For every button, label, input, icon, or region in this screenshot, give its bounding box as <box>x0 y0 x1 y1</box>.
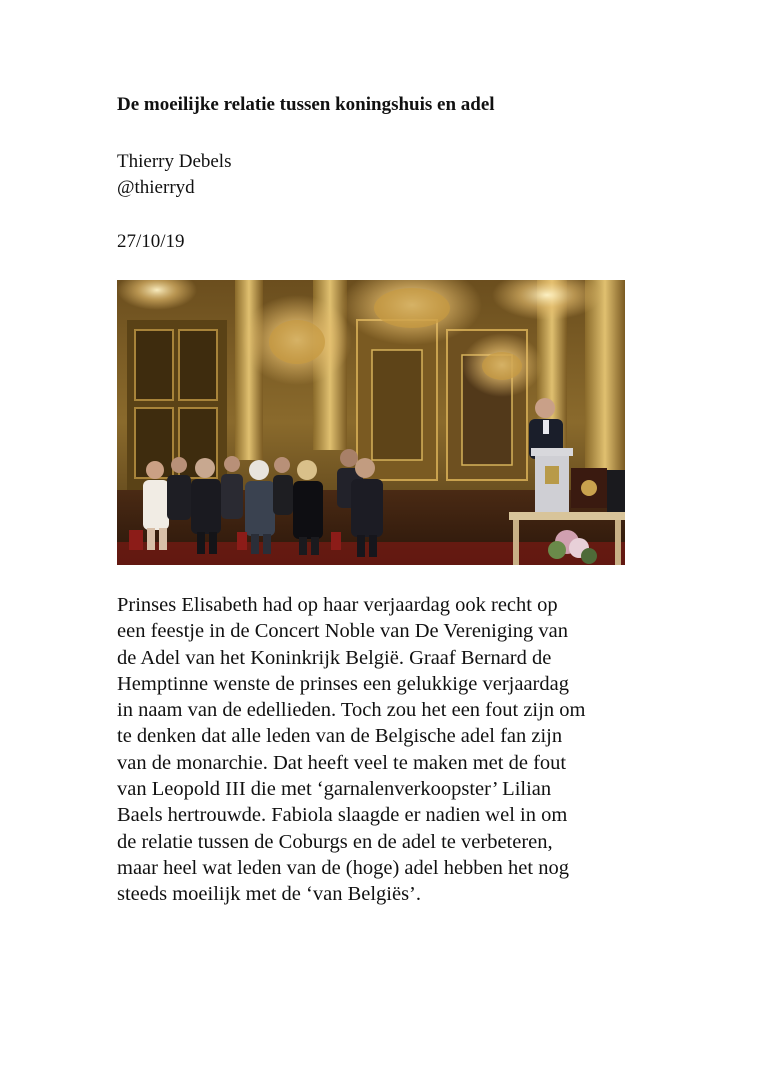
article-date: 27/10/19 <box>117 231 185 252</box>
body-line: in naam van de edellieden. Toch zou het een fout zijn om <box>117 699 586 722</box>
author-block <box>117 149 231 201</box>
body-line: van Leopold III die met ‘garnalenverkoopster’ Lilian <box>117 778 552 801</box>
article-title: De moeilijke relatie tussen koningshuis en adel <box>117 94 495 115</box>
author-name: Thierry Debels <box>117 151 232 172</box>
body-line: een feestje in de Concert Noble van De Vereniging van <box>117 620 569 643</box>
body-line: van de monarchie. Dat heeft veel te maken met de fout <box>117 751 567 774</box>
body-line: Baels hertrouwde. Fabiola slaagde er nadien wel in om <box>117 804 568 827</box>
body-line: te denken dat alle leden van de Belgische adel fan zijn <box>117 725 563 748</box>
body-line: de Adel van het Koninkrijk België. Graaf Bernard de <box>117 646 552 669</box>
author-handle: @thierryd <box>117 177 195 198</box>
body-line: Hemptinne wenste de prinses een gelukkige verjaardag <box>117 672 569 695</box>
article-body <box>117 592 657 908</box>
body-line: maar heel wat leden van de (hoge) adel hebben het nog <box>117 856 569 879</box>
throne-hall-illustration <box>117 280 625 565</box>
body-line: steeds moeilijk met de ‘van Belgiës’. <box>117 883 422 906</box>
body-line: de relatie tussen de Coburgs en de adel te verbeteren, <box>117 830 553 853</box>
body-line: Prinses Elisabeth had op haar verjaardag ook recht op <box>117 594 558 616</box>
article-photo <box>117 280 625 565</box>
